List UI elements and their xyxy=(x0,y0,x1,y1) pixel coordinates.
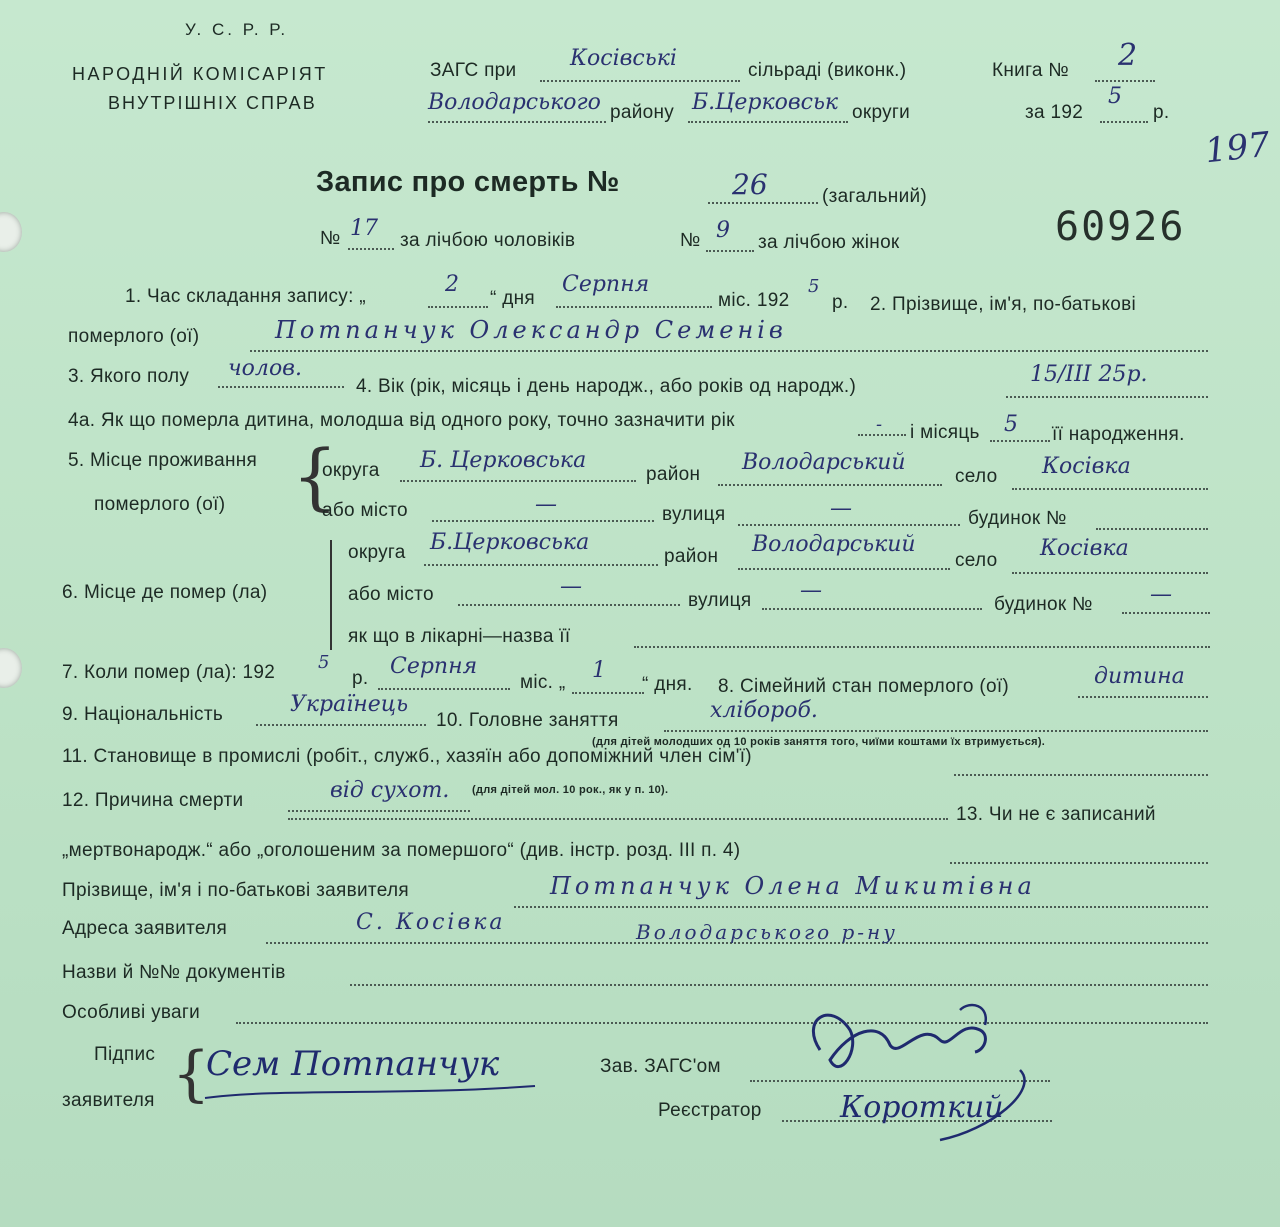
field6-label: 6. Місце де помер (ла) xyxy=(62,582,268,603)
field7-mis: міс. „ xyxy=(520,672,566,693)
field5-misto-value: — xyxy=(535,492,557,517)
field1-day-value: 2 xyxy=(445,272,459,297)
applicant-name-value: Потпанчук Олена Микитівна xyxy=(550,872,1036,900)
field5-selo-value: Косівка xyxy=(1042,454,1131,479)
child-year-value: - xyxy=(876,414,883,435)
applicant-signature: Сем Потпанчук xyxy=(206,1044,500,1084)
book-number-value: 2 xyxy=(1118,38,1138,73)
sign-brace: { xyxy=(172,1039,211,1109)
registrar-label: Реєстратор xyxy=(658,1100,762,1121)
zags-village-value: Косівські xyxy=(570,46,677,71)
silradi-label: сільраді (виконк.) xyxy=(748,60,907,81)
women-no-label: № xyxy=(680,230,701,251)
record-number-value: 26 xyxy=(732,168,768,201)
margin-number: 197 xyxy=(1203,124,1272,172)
field6-okruga-value: Б.Церковська xyxy=(430,530,590,555)
field7-year-value: 5 xyxy=(318,652,330,673)
page-title: Запис про смерть № xyxy=(316,166,620,198)
field6-budynok-value: — xyxy=(1150,582,1172,607)
book-label: Книга № xyxy=(992,60,1070,81)
field7-day-value: 1 xyxy=(592,658,606,683)
men-count-value: 17 xyxy=(350,216,378,241)
deceased-name-value: Потпанчук Олександр Семенів xyxy=(275,316,787,344)
okrug-label: округи xyxy=(852,102,911,123)
field5-raion-label: район xyxy=(646,464,701,485)
field5-label1: 5. Місце проживання xyxy=(68,450,258,471)
registrar-signature: Короткий xyxy=(840,1090,1004,1125)
field6-budynok-label: будинок № xyxy=(994,594,1093,615)
applicant-address-value: С. Косівка xyxy=(356,910,506,935)
field5-vulytsia-value: — xyxy=(830,496,852,521)
field5-brace: { xyxy=(292,434,338,518)
men-label: за лічбою чоловіків xyxy=(400,230,576,251)
punch-hole-top xyxy=(0,212,22,252)
sign-label1: Підпис xyxy=(94,1044,156,1065)
field5-abo-misto-label: або місто xyxy=(322,500,408,521)
field1-mis-label: міс. 192 xyxy=(718,290,790,311)
women-count-value: 9 xyxy=(716,218,730,243)
ussr-heading: У. С. Р. Р. xyxy=(185,20,289,39)
field8-label: 8. Сімейний стан померлого (ої) xyxy=(718,676,1010,697)
field8-value: дитина xyxy=(1094,664,1185,689)
applicant-address-label: Адреса заявителя xyxy=(62,918,228,939)
district-value: Володарського xyxy=(428,90,601,115)
field5-selo-label: село xyxy=(955,466,998,487)
field6-raion-label: район xyxy=(664,546,719,567)
field6-vulytsia-label: вулиця xyxy=(688,590,752,611)
field7-label: 7. Коли помер (ла): 192 xyxy=(62,662,276,683)
field10-label: 10. Головне заняття xyxy=(436,710,619,731)
field1-month-value: Серпня xyxy=(562,272,650,297)
field6-misto-value: — xyxy=(560,574,582,599)
field4a-month-label: і місяць xyxy=(910,422,980,443)
applicant-name-label: Прізвище, ім'я і по-батькові заявителя xyxy=(62,880,409,901)
raion-label: району xyxy=(610,102,675,123)
field1-label: 1. Час складання запису: „ xyxy=(125,286,366,307)
zags-label: ЗАГС при xyxy=(430,60,517,81)
field6-raion-value: Володарський xyxy=(752,532,916,557)
field9-label: 9. Національність xyxy=(62,704,224,725)
sign-label2: заявителя xyxy=(62,1090,155,1111)
women-label: за лічбою жінок xyxy=(758,232,900,253)
general-label: (загальний) xyxy=(822,186,928,207)
field2-label: 2. Прізвище, ім'я, по-батькові xyxy=(870,294,1137,315)
field6-abo-misto-label: або місто xyxy=(348,584,434,605)
field1-r: р. xyxy=(832,292,849,313)
field7-day-label: “ дня. xyxy=(642,674,693,695)
field5-vulytsia-label: вулиця xyxy=(662,504,726,525)
nationality-value: Українець xyxy=(290,692,409,717)
okrug-value: Б.Церковськ xyxy=(692,90,839,115)
field6-vulytsia-value: — xyxy=(800,578,822,603)
field11-label: 11. Становище в промислі (робіт., служб., хазяїн або допоміжний член сім'ї) xyxy=(62,746,752,767)
field7-month-value: Серпня xyxy=(390,654,478,679)
field4-label: 4. Вік (рік, місяць і день народж., або років од народж.) xyxy=(356,376,857,397)
field6-okruga-label: округа xyxy=(348,542,406,563)
field12-label: 12. Причина смерти xyxy=(62,790,244,811)
documents-label: Назви й №№ документів xyxy=(62,962,286,983)
field12-note: (для дітей мол. 10 рок., як у п. 10). xyxy=(472,784,669,796)
year-suffix: р. xyxy=(1153,102,1170,123)
field6-selo-label: село xyxy=(955,550,998,571)
age-value: 15/III 25р. xyxy=(1030,362,1148,387)
field5-raion-value: Володарський xyxy=(742,450,906,475)
field1-day-label: “ дня xyxy=(490,288,535,309)
field10-note: (для дітей молодших од 10 років заняття того, чиїми коштами їх втримується). xyxy=(592,736,1046,748)
field7-r: р. xyxy=(352,668,369,689)
field1-year-value: 5 xyxy=(808,276,820,297)
special-notes-label: Особливі уваги xyxy=(62,1002,201,1023)
field5-okruga-value: Б. Церковська xyxy=(420,448,587,473)
field4a-label: 4а. Як що померла дитина, молодша від одного року, точно зазначити рік xyxy=(68,410,735,431)
commissariat-line1: НАРОДНІЙ КОМІСАРІЯТ xyxy=(72,64,328,84)
occupation-value: хлібороб. xyxy=(710,698,818,723)
field5-budynok-label: будинок № xyxy=(968,508,1067,529)
cause-value: від сухот. xyxy=(330,778,450,803)
field6-bracket xyxy=(330,540,332,650)
child-month-value: 5 xyxy=(1004,412,1018,437)
zags-head-signature-scribble xyxy=(790,990,1050,1150)
field3-label: 3. Якого полу xyxy=(68,366,190,387)
field6-selo-value: Косівка xyxy=(1040,536,1129,561)
field5-label2: померлого (ої) xyxy=(94,494,226,515)
field6-hospital-label: як що в лікарні—назва її xyxy=(348,626,571,647)
commissariat-line2: ВНУТРІШНІХ СПРАВ xyxy=(108,93,317,113)
sex-value: чолов. xyxy=(228,356,302,381)
stamp-number: 60926 xyxy=(1055,204,1186,250)
field13-label: 13. Чи не є записаний xyxy=(956,804,1156,825)
field5-okruga-label: округа xyxy=(322,460,380,481)
field4a-end: її народження. xyxy=(1052,424,1185,445)
year-label: за 192 xyxy=(1025,102,1084,123)
field2-label2: померлого (ої) xyxy=(68,326,200,347)
men-no-label: № xyxy=(320,228,341,249)
year-digit-value: 5 xyxy=(1108,84,1122,109)
punch-hole-bottom xyxy=(0,648,22,688)
applicant-address-value2: Володарського р-ну xyxy=(636,920,898,944)
zags-head-label: Зав. ЗАГС'ом xyxy=(600,1056,721,1077)
field13-label2: „мертвонародж.“ або „оголошеним за помершого“ (див. інстр. розд. III п. 4) xyxy=(62,840,741,861)
